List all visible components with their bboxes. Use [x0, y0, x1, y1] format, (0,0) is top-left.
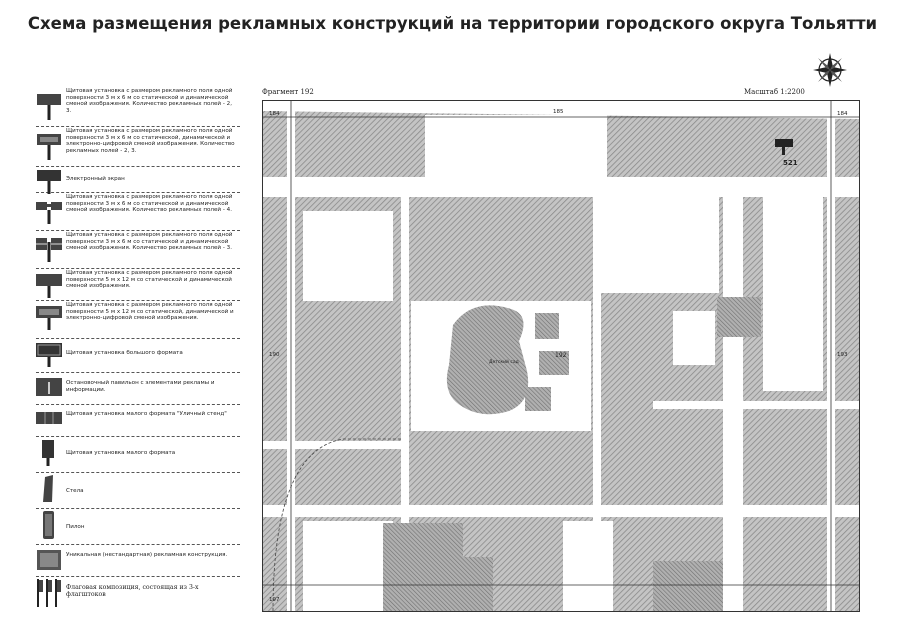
legend-item	[36, 270, 240, 301]
legend-text: Флаговая композиция, состоящая из 3-х флагштоков	[66, 584, 199, 599]
legend-text: Остановочный павильон с элементами рекламы и информации.	[66, 380, 215, 393]
scale-label: Масштаб 1:2200	[744, 88, 805, 96]
legend-item	[36, 406, 240, 437]
map-canvas	[263, 101, 859, 611]
fragment-label: Фрагмент 192	[262, 88, 314, 96]
page-title: Схема размещения рекламных конструкций на территории городского округа Тольятти	[27, 14, 878, 33]
legend-item	[36, 168, 240, 193]
legend-item	[36, 374, 240, 405]
legend-text: Щитовая установка с размером рекламного поля одной поверхности 5 м х 12 м со статической, динамической и электронно-цифровой сменой изображения.	[66, 302, 234, 322]
grid-label: 193	[837, 352, 848, 358]
small-format-billboard-icon	[36, 438, 62, 468]
street-stand-icon	[36, 406, 62, 436]
legend-item	[36, 578, 240, 610]
grid-label: 185	[553, 109, 564, 115]
construction-number: 521	[783, 159, 798, 167]
legend-text: Щитовая установка с размером рекламного поля одной поверхности 3 м х 6 м со статической, динамической и электронно-цифровой сменой изображения. Количество рекламных полей - 2, 3.	[66, 128, 235, 154]
legend-text: Щитовая установка малого формата	[66, 450, 176, 456]
large-format-billboard-icon	[36, 340, 62, 370]
grid-label: 190	[269, 352, 280, 358]
grid-label: 197	[269, 597, 280, 603]
legend-item	[36, 302, 240, 339]
legend-text: Щитовая установка с размером рекламного поля одной поверхности 3 м х 6 м со статической и динамической сменой изображения. Количество рекламных полей - 3.	[66, 232, 233, 252]
electronic-screen-icon	[36, 166, 62, 196]
legend-item	[36, 194, 240, 231]
legend-text: Электронный экран	[66, 176, 125, 182]
billboard-3x6-double-icon	[36, 92, 62, 122]
block-label: 192	[555, 352, 567, 359]
legend-text: Щитовая установка с размером рекламного поля одной поверхности 5 м х 12 м со статической и динамической сменой изображения.	[66, 270, 233, 290]
legend-text: Стела	[66, 488, 84, 494]
legend-item	[36, 510, 240, 545]
billboard-3x6-digital-icon	[36, 132, 62, 162]
legend-item	[36, 128, 240, 167]
billboard-5x12-digital-icon	[36, 304, 62, 334]
pylon-icon	[36, 510, 62, 540]
billboard-3x6-four-fields-icon	[36, 198, 62, 228]
legend-text: Щитовая установка малого формата "Уличный стенд"	[66, 411, 227, 417]
legend-item	[36, 340, 240, 373]
stele-icon	[36, 474, 62, 504]
grid-label: 184	[269, 111, 280, 117]
building-label: Детский сад	[489, 360, 519, 365]
billboard-5x12-icon	[36, 272, 62, 302]
legend-text: Уникальная (нестандартная) рекламная конструкция.	[66, 552, 228, 558]
bus-stop-pavilion-icon	[36, 374, 62, 404]
legend-item	[36, 88, 240, 127]
map-fragment	[262, 100, 860, 612]
legend-text: Щитовая установка большого формата	[66, 350, 183, 356]
legend-item	[36, 232, 240, 269]
compass-rose-icon	[812, 52, 848, 88]
legend-item	[36, 546, 240, 577]
unique-construction-icon	[36, 546, 62, 576]
legend-text: Щитовая установка с размером рекламного поля одной поверхности 3 м х 6 м со статической и динамической сменой изображения. Количество рекламных полей - 4.	[66, 194, 233, 214]
grid-label: 184	[837, 111, 848, 117]
billboard-3x6-three-fields-icon	[36, 236, 62, 266]
legend-item	[36, 474, 240, 509]
legend-item	[36, 438, 240, 473]
flag-composition-icon	[36, 578, 62, 608]
legend-text: Пилон	[66, 524, 85, 530]
legend-text: Щитовая установка с размером рекламного поля одной поверхности 3 м х 6 м со статической и динамической сменой изображения. Количество рекламных полей - 2, 3.	[66, 88, 233, 114]
